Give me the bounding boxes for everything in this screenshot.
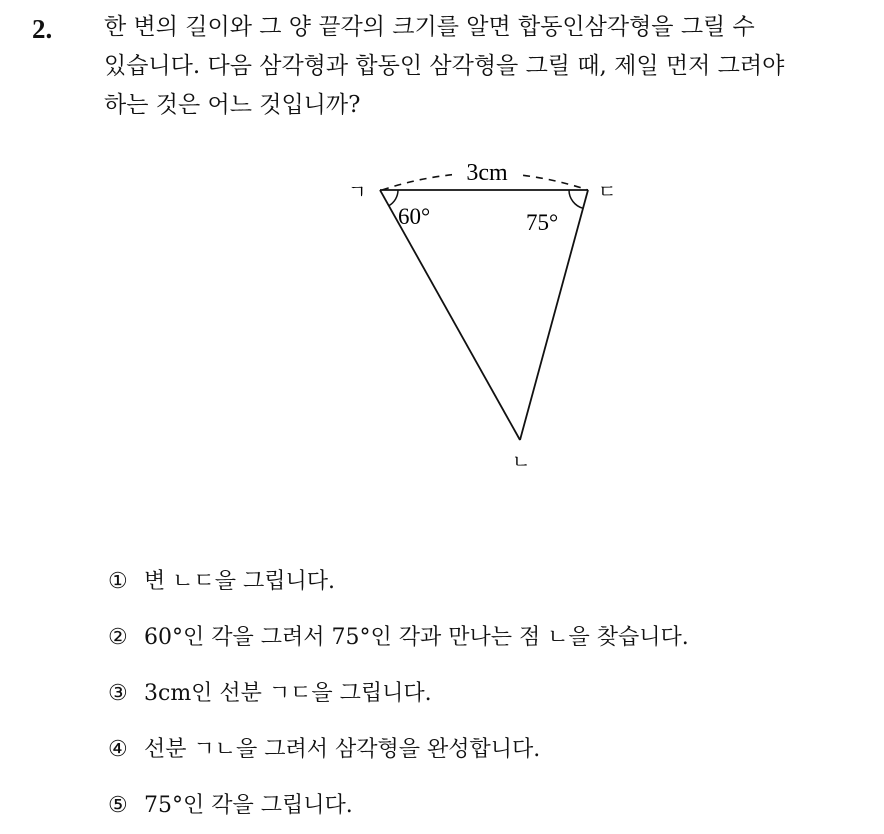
angle-label-left: 60° — [398, 204, 431, 229]
question-line: 하는 것은 어느 것입니까? — [104, 92, 361, 118]
question-number: 2. — [32, 14, 53, 44]
choice-2[interactable] — [108, 610, 689, 666]
vertex-label-right: ㄷ — [598, 182, 617, 203]
vertex-label-left: ㄱ — [348, 182, 367, 203]
choice-marker: ③ — [108, 681, 128, 706]
choice-1[interactable] — [108, 554, 689, 610]
choice-4[interactable] — [108, 722, 689, 778]
choice-text: 60°인 각을 그려서 75°인 각과 만나는 점 ㄴ을 찾습니다. — [144, 625, 689, 650]
choice-text: 선분 ㄱㄴ을 그려서 삼각형을 완성합니다. — [144, 737, 541, 762]
angle-label-right: 75° — [526, 210, 559, 235]
angle-arc-left — [389, 190, 398, 206]
triangle-figure — [340, 150, 640, 470]
choice-text: 변 ㄴㄷ을 그립니다. — [144, 569, 335, 594]
angle-arc-right — [569, 190, 583, 208]
choice-text: 3cm인 선분 ㄱㄷ을 그립니다. — [144, 681, 432, 706]
question-line: 있습니다. 다음 삼각형과 합동인 삼각형을 그릴 때, 제일 먼저 그려야 — [104, 53, 785, 79]
choice-5[interactable] — [108, 778, 689, 834]
choice-marker: ④ — [108, 737, 128, 762]
choice-marker: ② — [108, 625, 128, 650]
choice-marker: ① — [108, 569, 128, 594]
side-length-label: 3cm — [466, 160, 508, 186]
choice-3[interactable] — [108, 666, 689, 722]
choice-text: 75°인 각을 그립니다. — [144, 793, 353, 818]
question-line: 한 변의 길이와 그 양 끝각의 크기를 알면 합동인삼각형을 그릴 수 — [104, 14, 755, 40]
question-text — [104, 8, 874, 125]
choice-marker: ⑤ — [108, 793, 128, 818]
answer-choices — [108, 554, 689, 834]
vertex-label-bottom: ㄴ — [512, 452, 531, 470]
